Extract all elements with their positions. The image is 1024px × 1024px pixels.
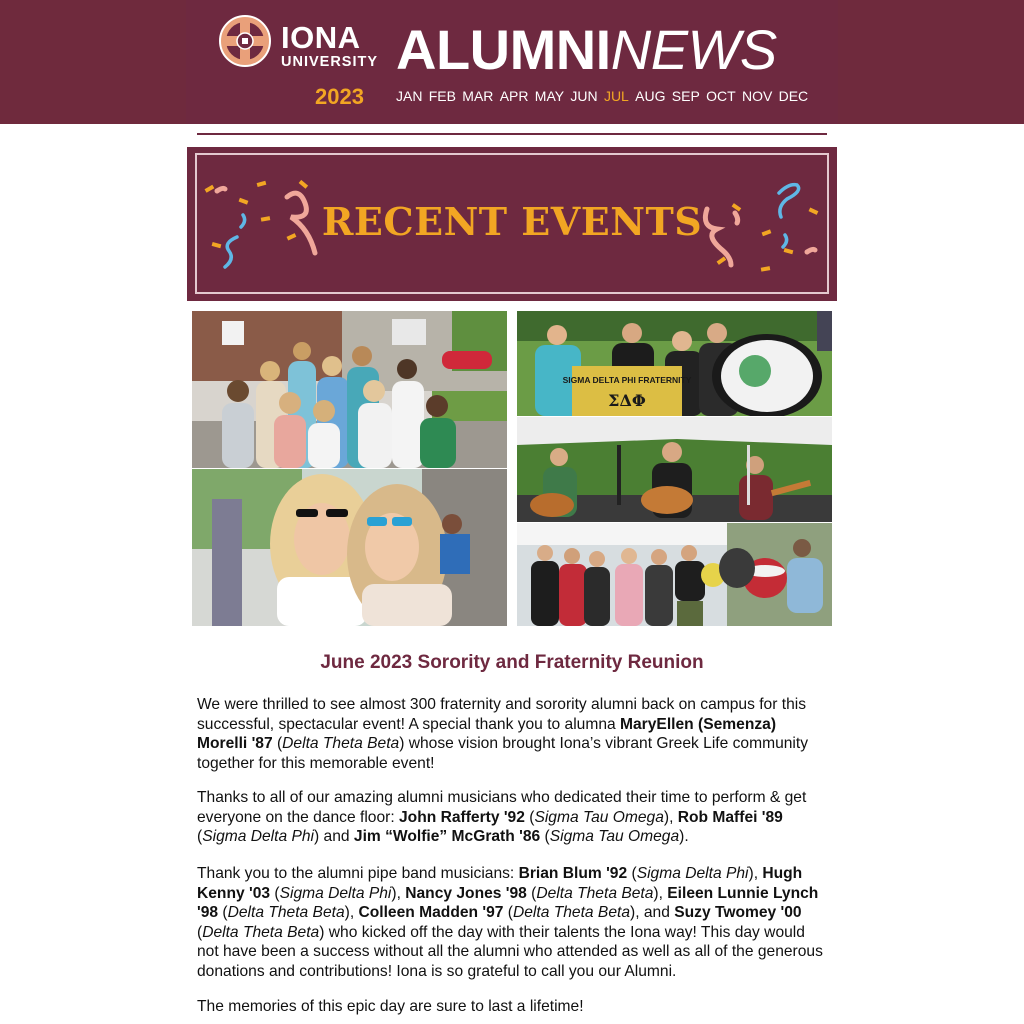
banner-title: RECENT EVENTS: [321, 199, 703, 244]
piper-name: Eileen Lunnie Lynch '98: [197, 884, 819, 922]
piper-name: Brian Blum '92: [518, 865, 628, 882]
greek-org: Delta Theta Beta: [536, 884, 654, 902]
article-paragraph-1: [197, 695, 829, 773]
photo-pipe-band: [517, 523, 832, 626]
text-run: Thanks to all of our amazing alumni musicians who dedicated their time to perform & get everyone on the dance floor:: [197, 789, 807, 826]
text-run: (: [272, 735, 283, 753]
photo-fraternity-banner: [517, 311, 832, 416]
month-link-jul[interactable]: JUL: [603, 88, 629, 104]
article-paragraph-3: Thank you to the alumni pipe band musicians: Brian Blum '92 (Sigma Delta Phi), Hugh Kenny '03 (Sigma Delta Phi), Nancy Jones '98 (Delta Theta Beta), Eileen Lunnie Lynch '98 (Delta Theta Beta), Colleen Madden '97 (Delta Theta Beta), and Suzy Twomey '00 (Delta Theta Beta) who kicked off the day with their talents the Iona way! This day would not have been a success without all the alumni who attended as well as all of the generous donations and contributions! Iona is so grateful to call you our Alumni.: [197, 865, 823, 980]
photo-musicians: [517, 417, 832, 522]
newsletter-title: [396, 18, 777, 82]
sign-text: SIGMA DELTA PHI FRATERNITY: [562, 375, 692, 385]
greek-org: Sigma Tau Omega: [534, 808, 664, 826]
musician-name: John Rafferty '92: [399, 808, 525, 826]
greek-letters: ΣΔΦ: [608, 391, 646, 410]
article-paragraph-4: The memories of this epic day are sure to last a lifetime!: [197, 998, 584, 1015]
article-headline: June 2023 Sorority and Fraternity Reunion: [320, 652, 704, 673]
greek-org: Delta Theta Beta: [202, 923, 320, 941]
month-link-aug[interactable]: AUG: [635, 88, 666, 104]
greek-org: Sigma Delta Phi: [279, 884, 392, 902]
piper-name: Nancy Jones '98: [405, 884, 527, 902]
month-link-may[interactable]: MAY: [534, 88, 565, 104]
piper-name: Hugh Kenny '03: [197, 865, 803, 902]
month-link-dec[interactable]: DEC: [778, 88, 809, 104]
piper-name: Suzy Twomey '00: [674, 904, 802, 922]
text-run: ) whose vision brought Iona’s vibrant Greek Life community together for this memorable event!: [197, 735, 809, 772]
title-italic-part: NEWS: [610, 18, 777, 81]
alumna-name: MaryEllen (Semenza) Morelli '87: [197, 715, 777, 753]
month-link-mar[interactable]: MAR: [462, 88, 494, 104]
text-run: ) who kicked off the day with their talents the Iona way! This day would not have been a success without all the alumni who attended as well as all of the generous donations and contributions! Iona is so grateful to call you our Alumni.: [197, 923, 823, 980]
text-run: Thank you to the alumni pipe band musicians:: [197, 865, 519, 882]
month-link-sep[interactable]: SEP: [671, 88, 700, 104]
brand-subtitle: UNIVERSITY: [281, 54, 379, 70]
month-link-oct[interactable]: OCT: [706, 88, 736, 104]
greek-org: Delta Theta Beta: [512, 904, 630, 922]
month-link-feb[interactable]: FEB: [428, 88, 456, 104]
month-link-apr[interactable]: APR: [499, 88, 529, 104]
divider: [197, 133, 827, 135]
article-paragraph-2: Thanks to all of our amazing alumni musicians who dedicated their time to perform & get everyone on the dance floor: John Rafferty '92 (Sigma Tau Omega), Rob Maffei '89 (Sigma Delta Phi) and Jim “Wolfie” McGrath '86 (Sigma Tau Omega).: [197, 789, 807, 846]
greek-org: Sigma Delta Phi: [636, 865, 749, 882]
text-run: We were thrilled to see almost 300 fraternity and sorority alumni back on campus for this successful, spectacular event! A special thank you to alumna: [197, 696, 807, 733]
month-link-jun[interactable]: JUN: [570, 88, 598, 104]
photo-sorority-group: [192, 311, 507, 468]
musician-name: Rob Maffei '89: [677, 808, 783, 826]
musician-name: Jim “Wolfie” McGrath '86: [353, 828, 541, 846]
piper-name: Colleen Madden '97: [358, 904, 504, 922]
greek-org: Sigma Delta Phi: [202, 828, 315, 846]
issue-year: 2023: [315, 84, 364, 109]
brand-name: IONA: [281, 20, 361, 55]
title-bold-part: ALUMNI: [396, 18, 611, 81]
iona-seal-icon: [218, 14, 272, 68]
photo-two-friends: [192, 469, 507, 626]
greek-org: Delta Theta Beta: [282, 735, 400, 753]
month-nav: [396, 88, 814, 104]
month-link-jan[interactable]: JAN: [396, 88, 423, 104]
recent-events-banner: [187, 147, 837, 301]
greek-org: Delta Theta Beta: [227, 904, 345, 922]
month-link-nov[interactable]: NOV: [741, 88, 773, 104]
greek-org: Sigma Tau Omega: [549, 828, 680, 846]
